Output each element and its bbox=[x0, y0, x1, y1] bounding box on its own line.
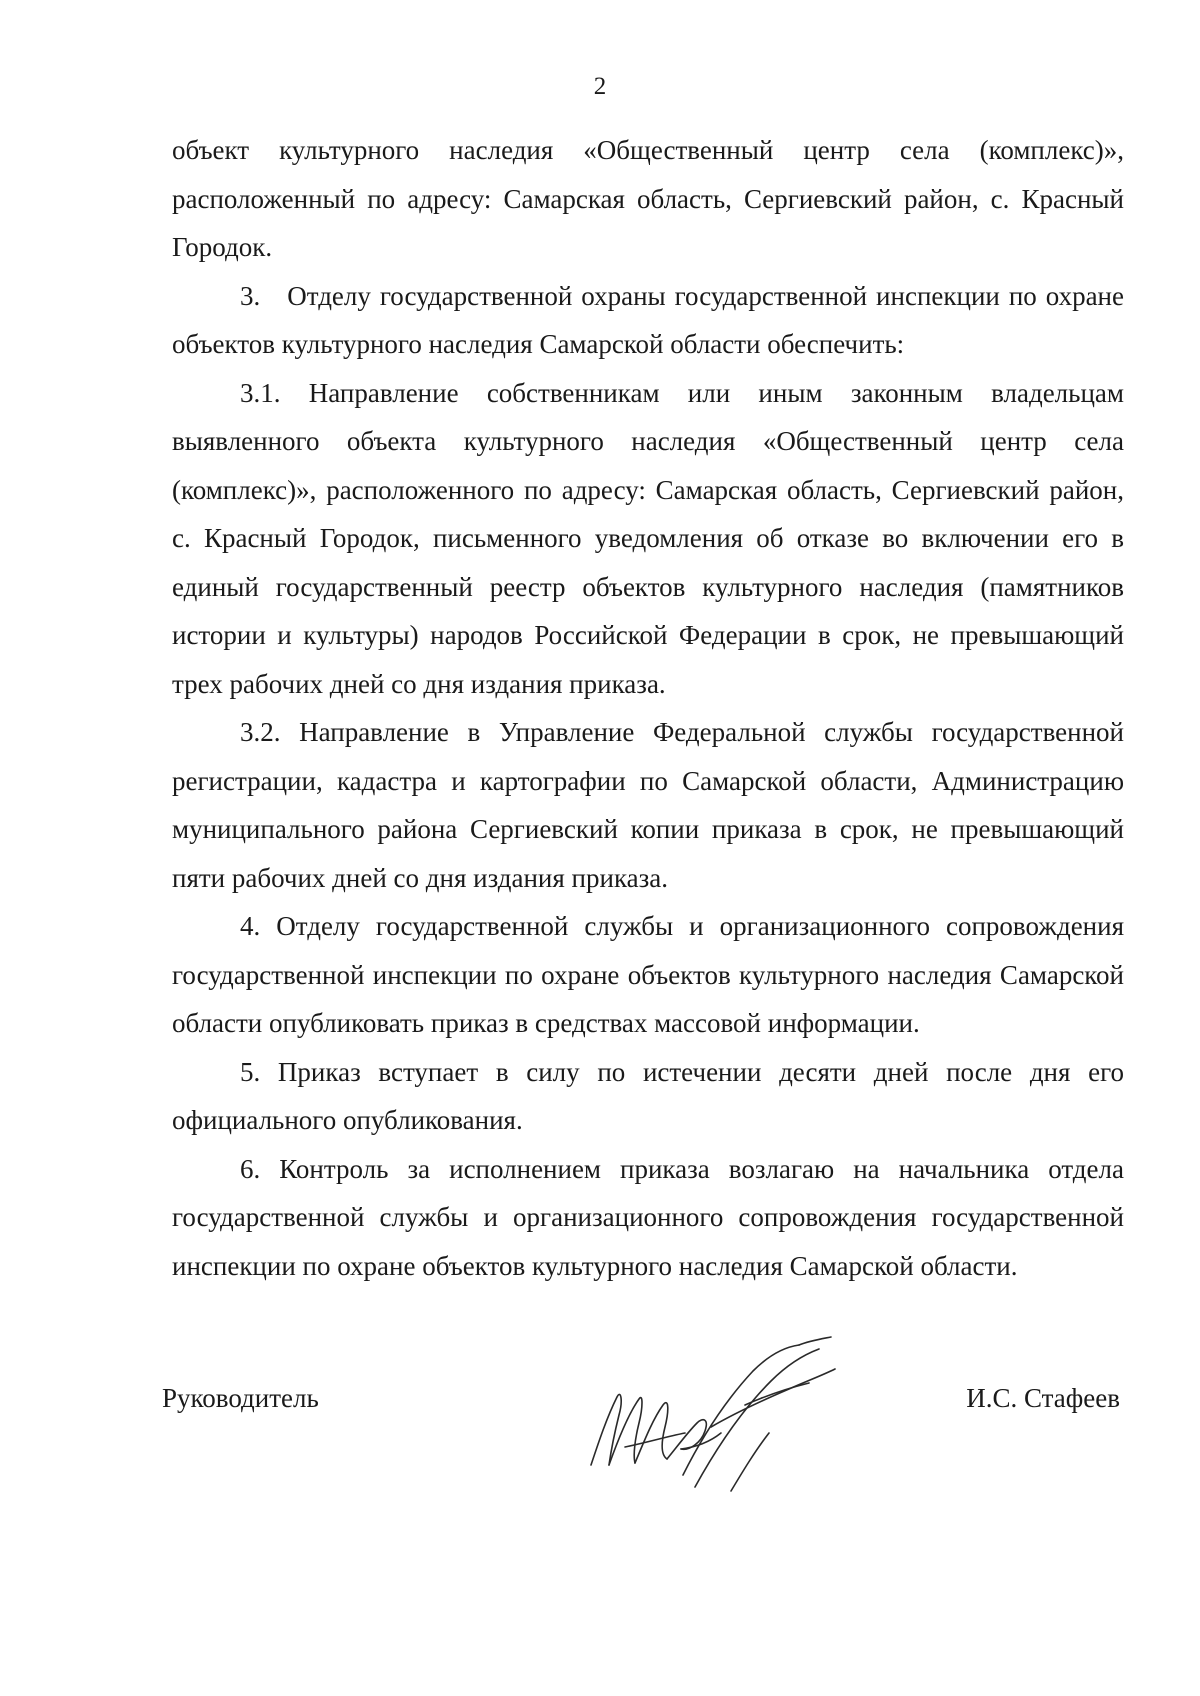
document-body bbox=[172, 126, 1124, 1290]
signatory-name: И.С. Стафеев bbox=[966, 1383, 1120, 1413]
paragraph-item-4: 4. Отделу государственной службы и организационного сопровождения государственной инспекции по охране объектов культурного наследия Самарской области опубликовать приказ в средствах массовой информации. bbox=[172, 911, 1124, 1038]
paragraph-item-3: 3. Отделу государственной охраны государственной инспекции по охране объектов культурного наследия Самарской области обеспечить: bbox=[172, 280, 1124, 359]
handwritten-signature bbox=[585, 1315, 845, 1505]
paragraph-item-6: 6. Контроль за исполнением приказа возлагаю на начальника отдела государственной службы и организационного сопровождения государственной инспекции по охране объектов культурного наследия Самарской области. bbox=[172, 1153, 1124, 1281]
signatory-position: Руководитель bbox=[162, 1383, 319, 1413]
signature-block bbox=[0, 1355, 1200, 1535]
paragraph-continuation: объект культурного наследия «Общественный центр села (комплекс)», расположенный по адресу: Самарская область, Сергиевский район, с. Красный Городок. bbox=[172, 135, 1124, 262]
signature-strokes bbox=[591, 1337, 835, 1491]
paragraph-item-3-2: 3.2. Направление в Управление Федеральной службы государственной регистрации, кадастра и картографии по Самарской области, Администрацию муниципального района Сергиевский копии приказа в срок, не превышающий пяти рабочих дней со дня издания приказа. bbox=[172, 717, 1124, 893]
paragraph-item-5: 5. Приказ вступает в силу по истечении десяти дней после дня его официального опубликования. bbox=[172, 1056, 1124, 1135]
paragraph-item-3-1: 3.1. Направление собственникам или иным законным владельцам выявленного объекта культурного наследия «Общественный центр села (комплекс)», расположенного по адресу: Самарская область, Сергиевский район, с. Красный Городок, письменного уведомления об отказе во включении его в единый государственный реестр объектов культурного наследия (памятников истории и культуры) народов Российской Федерации в срок, не превышающий трех рабочих дней со дня издания приказа. bbox=[172, 377, 1124, 699]
page-number: 2 bbox=[593, 73, 607, 100]
